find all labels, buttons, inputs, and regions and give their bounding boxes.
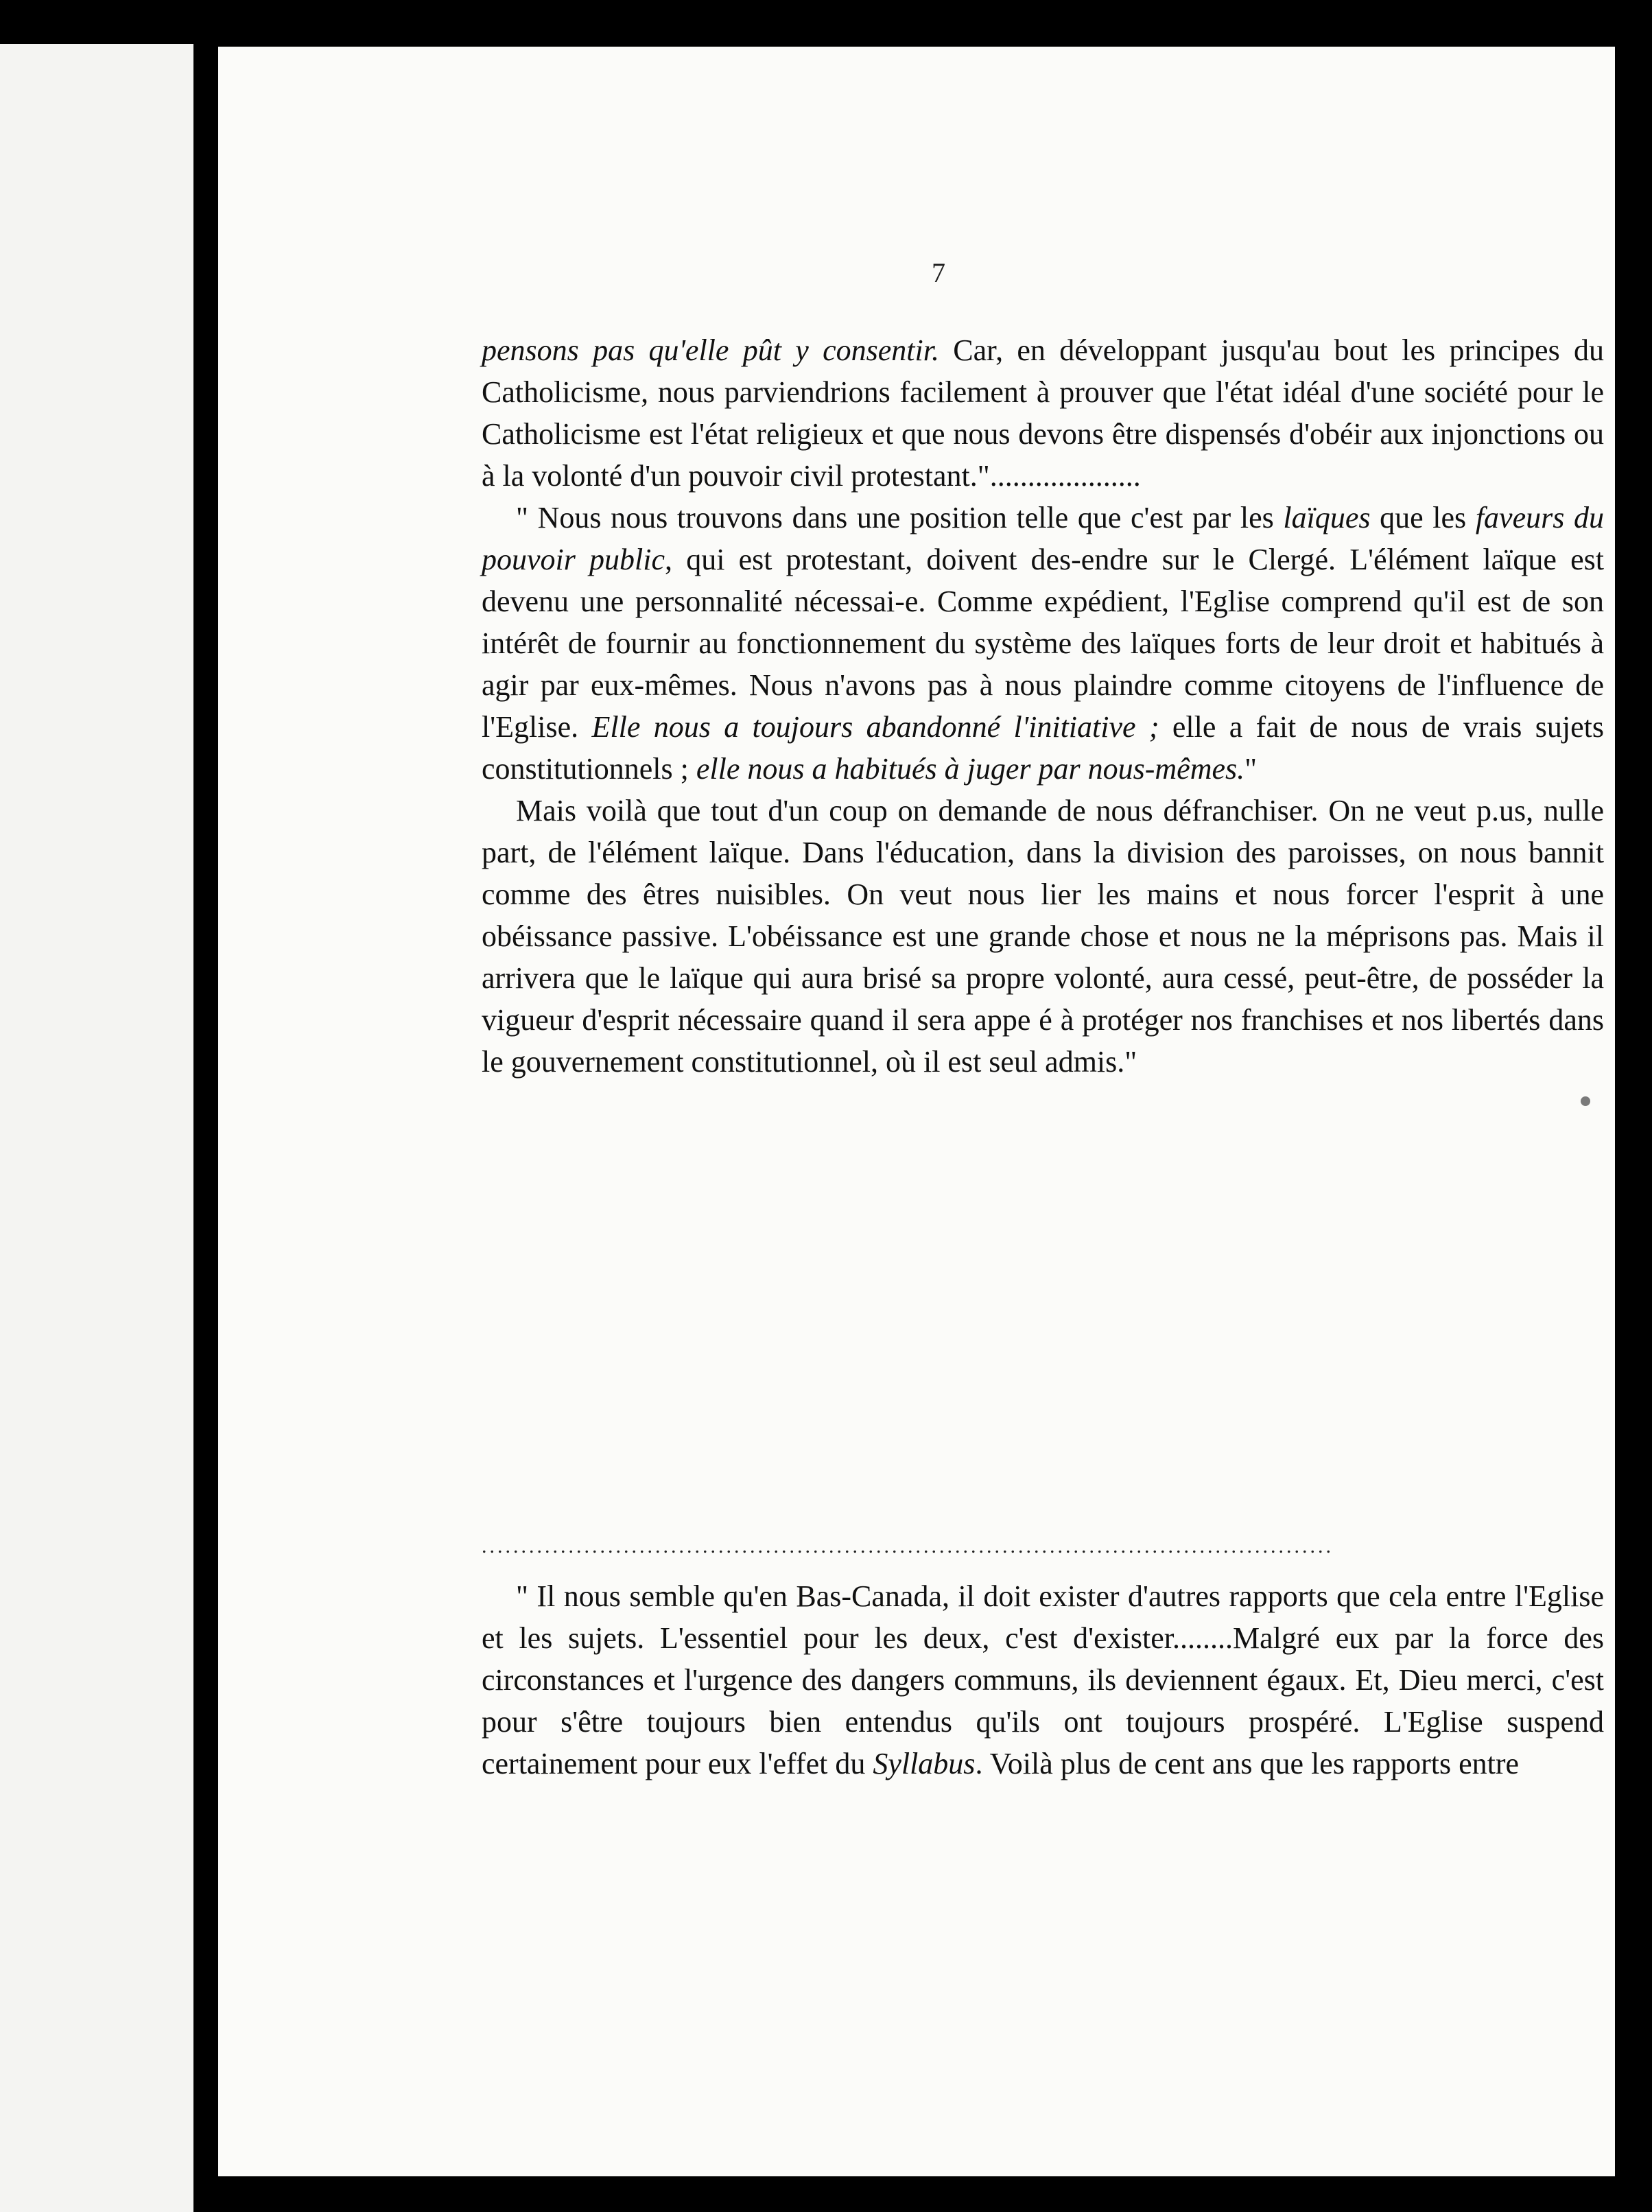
text-run: " Nous nous trouvons dans une position telle que c'est par les — [516, 501, 1284, 534]
scan-speck — [1581, 1096, 1590, 1106]
italic-text: Syllabus — [873, 1747, 976, 1780]
paragraph — [482, 497, 1604, 790]
paragraph — [482, 1575, 1604, 1785]
text-block-top — [482, 329, 1604, 1083]
paragraph — [482, 329, 1604, 497]
text-block-bottom — [482, 1575, 1604, 1785]
text-run: . Voilà plus de cent ans que les rapports entre — [975, 1747, 1520, 1780]
italic-text: Elle nous a toujours abandonné l'initiative ; — [591, 710, 1159, 744]
text-run: " Il nous semble qu'en Bas-Canada, il doit exister d'autres rapports que cela entre l'Eglise et les sujets. L'essentiel pour les deux, c'est d'exister........Malgré eux par la force des circonstances et l'urgence des dangers communs, ils deviennent égaux. Et, Dieu merci, c'est pour s'être toujours bien entendus qu'ils ont toujours prospéré. L'Eglise suspend certainement pour eux l'effet du — [482, 1579, 1604, 1780]
text-run: elle a fait de nous de vrais sujets constitutionnels ; — [482, 710, 1605, 786]
text-run: Car, en développant jusqu'au bout les principes du Catholicisme, nous parviendrions facilement à prouver que l'état idéal d'une société pour le Catholicisme est l'état religieux et que nous devons être dispensés d'obéir aux injonctions ou à la volonté d'un pouvoir civil protestant.".................... — [482, 333, 1604, 493]
book-gutter — [193, 44, 218, 2212]
page — [218, 47, 1615, 2176]
text-run: , qui est protestant, doivent des‑endre sur le Clergé. L'élément laïque est devenu une personnalité nécessai‑e. Comme expédient, l'Eglise comprend qu'il est de son intérêt de fournir au fonctionnement du système des laïques forts de leur droit et habitués à agir par eux-mêmes. Nous n'avons pas à nous plaindre comme citoyens de l'influence de l'Eglise. — [482, 543, 1604, 744]
text-run: que les — [1370, 501, 1476, 534]
italic-text: elle nous a habitués à juger par nous-mêmes. — [696, 752, 1245, 786]
italic-text: laïques — [1283, 501, 1371, 534]
italic-text: faveurs du pouvoir public — [482, 501, 1605, 576]
section-separator: ............................................................................................................ — [482, 1535, 1334, 1557]
text-run: Mais voilà que tout d'un coup on demande de nous défranchiser. On ne veut p.us, nulle part, de l'élément laïque. Dans l'éducation, dans la division des paroisses, on nous bannit comme des êtres nuisibles. On veut nous lier les mains et nous forcer l'esprit à une obéissance passive. L'obéissance est une grande chose et nous ne la méprisons pas. Mais il arrivera que le laïque qui aura brisé sa propre volonté, aura cessé, peut-être, de posséder la vigueur d'esprit nécessaire quand il sera appe é à protéger nos franchises et nos libertés dans le gouvernement constitutionnel, où il est seul admis." — [482, 794, 1604, 1079]
paragraph — [482, 790, 1604, 1083]
page-number: 7 — [932, 257, 945, 288]
italic-text: pensons pas qu'elle pût y consentir. — [482, 333, 939, 367]
text-run: " — [1244, 752, 1258, 786]
facing-page-edge — [0, 44, 193, 2212]
